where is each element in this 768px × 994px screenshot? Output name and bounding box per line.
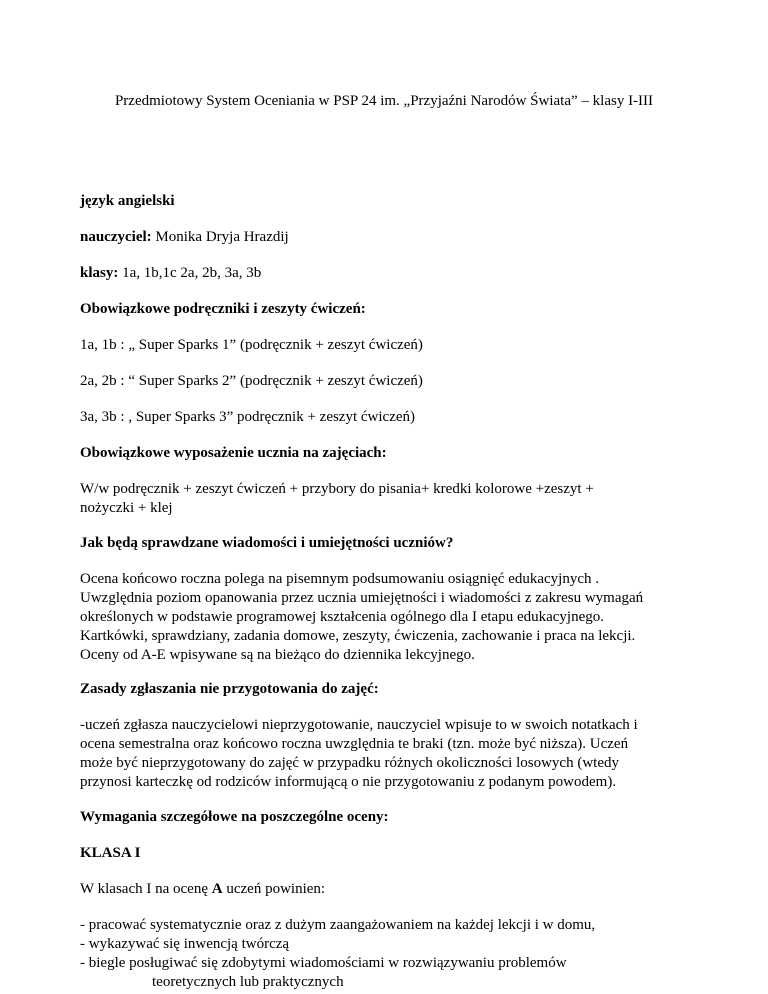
list-item: - biegle posługiwać się zdobytymi wiadomościami w rozwiązywaniu problemów [80, 955, 567, 971]
paragraph-line: Kartkówki, sprawdziany, zadania domowe, zeszyty, ćwiczenia, zachowanie i praca na lekcji. [80, 628, 636, 644]
paragraph-line: Oceny od A-E wpisywane są na bieżąco do dziennika lekcyjnego. [80, 647, 475, 663]
paragraph-line: W/w podręcznik + zeszyt ćwiczeń + przybory do pisania+ kredki kolorowe +zeszyt + [80, 481, 594, 497]
list-item: - pracować systematycznie oraz z dużym zaangażowaniem na każdej lekcji i w domu, [80, 917, 596, 933]
grade-letter: A [211, 881, 223, 897]
teacher-name: Monika Dryja Hrazdij [155, 229, 289, 245]
class-one-intro: W klasach I na ocenę A uczeń powinien: [80, 881, 326, 897]
equipment-paragraph [80, 480, 680, 518]
paragraph-line: określonych w podstawie programowej kształcenia ogólnego dla I etapu edukacyjnego. [80, 609, 604, 625]
paragraph-line: Ocena końcowo roczna polega na pisemnym podsumowaniu osiągnięć edukacyjnych . [80, 571, 600, 587]
classes-label: klasy: [80, 265, 119, 281]
textbooks-heading: Obowiązkowe podręczniki i zeszyty ćwiczeń: [80, 301, 366, 317]
list-item: - wykazywać się inwencją twórczą [80, 936, 290, 952]
classes-line [80, 264, 680, 283]
unprepared-heading: Zasady zgłaszania nie przygotowania do zajęć: [80, 681, 379, 697]
textbook-item: 1a, 1b : „ Super Sparks 1” (podręcznik + zeszyt ćwiczeń) [80, 337, 423, 353]
paragraph-line: -uczeń zgłasza nauczycielowi nieprzygotowanie, nauczyciel wpisuje to w swoich notatkach i [80, 717, 638, 733]
teacher-label: nauczyciel: [80, 229, 152, 245]
paragraph-line: może być nieprzygotowany do zajęć w przypadku różnych okoliczności losowych (wtedy [80, 755, 619, 771]
paragraph-line: nożyczki + klej [80, 500, 173, 516]
class-one-heading: KLASA I [80, 845, 141, 861]
subject-heading: język angielski [80, 193, 175, 209]
equipment-heading: Obowiązkowe wyposażenie ucznia na zajęciach: [80, 445, 387, 461]
list-item-continuation: teoretycznych lub praktycznych [152, 974, 344, 990]
document-title: Przedmiotowy System Oceniania w PSP 24 im. „Przyjaźni Narodów Świata” – klasy I-III [114, 93, 654, 109]
requirements-heading: Wymagania szczegółowe na poszczególne oceny: [80, 809, 389, 825]
assessment-heading: Jak będą sprawdzane wiadomości i umiejętności uczniów? [80, 535, 454, 551]
assessment-paragraph [80, 570, 680, 665]
textbook-item: 3a, 3b : , Super Sparks 3” podręcznik + zeszyt ćwiczeń) [80, 409, 416, 425]
paragraph-line: ocena semestralna oraz końcowo roczna uwzględnia te braki (tzn. może być niższa). Uczeń [80, 736, 629, 752]
class-one-points [80, 916, 680, 992]
paragraph-line: Uwzględnia poziom opanowania przez ucznia umiejętności i wiadomości z zakresu wymagań [80, 590, 644, 606]
teacher-line [80, 228, 680, 247]
unprepared-paragraph [80, 716, 680, 792]
textbook-item: 2a, 2b : “ Super Sparks 2” (podręcznik + zeszyt ćwiczeń) [80, 373, 423, 389]
paragraph-line: przynosi karteczkę od rodziców informującą o nie przygotowaniu z podanym powodem). [80, 774, 617, 790]
classes-value: 1a, 1b,1c 2a, 2b, 3a, 3b [122, 265, 262, 281]
